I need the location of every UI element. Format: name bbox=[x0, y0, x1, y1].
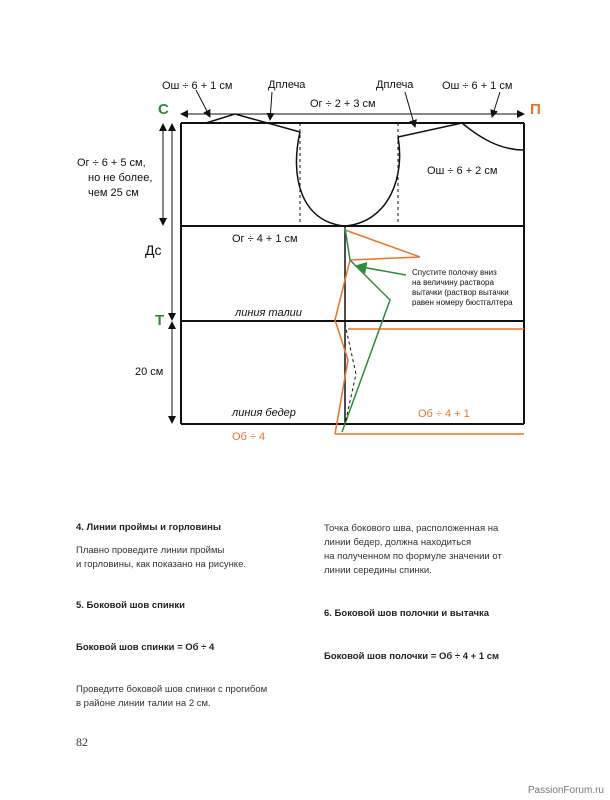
section-5-body-1: Проведите боковой шов спинки с прогибом bbox=[76, 684, 268, 695]
dart-note-4: равен номеру бюстгалтера bbox=[412, 298, 513, 307]
shoulder-left-arrow bbox=[270, 92, 272, 120]
label-shoulder-left: Дплеча bbox=[268, 79, 306, 91]
right-body-1: Точка бокового шва, расположенная на bbox=[324, 523, 499, 534]
section-6-formula: Боковой шов полочки = Об ÷ 4 + 1 см bbox=[324, 651, 500, 662]
label-chest-quarter: Ог ÷ 4 + 1 см bbox=[232, 233, 298, 245]
section-4-title: 4. Линии проймы и горловины bbox=[76, 522, 222, 533]
page-number: 82 bbox=[76, 735, 88, 749]
point-c: С bbox=[158, 101, 169, 118]
label-chest-half: Ог ÷ 2 + 3 см bbox=[310, 98, 376, 110]
armhole-guides bbox=[300, 123, 398, 226]
point-t: Т bbox=[155, 312, 165, 329]
armhole-curve bbox=[296, 132, 399, 226]
label-armhole-depth-3: чем 25 см bbox=[88, 187, 139, 199]
shoulder-width-right-arrow bbox=[492, 92, 500, 117]
section-5-formula: Боковой шов спинки = Об ÷ 4 bbox=[76, 642, 215, 653]
label-back-hip: Об ÷ 4 bbox=[232, 431, 266, 443]
dart-note-2: на величину раствора bbox=[412, 278, 494, 287]
section-4-body-2: и горловины, как показано на рисунке. bbox=[76, 559, 246, 570]
section-4-body-1: Плавно проведите линии проймы bbox=[76, 545, 225, 556]
right-body-4: линии середины спинки. bbox=[324, 565, 432, 576]
watermark: PassionForum.ru bbox=[527, 785, 604, 796]
label-back-length: Дс bbox=[145, 242, 162, 258]
label-armhole-depth-2: но не более, bbox=[88, 172, 153, 184]
label-hip-line: линия бедер bbox=[232, 407, 296, 419]
label-armhole-depth-1: Ог ÷ 6 + 5 см, bbox=[77, 157, 146, 169]
front-construction-orange bbox=[335, 230, 524, 434]
section-6-title: 6. Боковой шов полочки и вытачка bbox=[324, 608, 490, 619]
label-waist-line: линия талии bbox=[235, 307, 302, 319]
label-front-hip: Об ÷ 4 + 1 bbox=[418, 408, 470, 420]
label-shoulder-width-left: Ош ÷ 6 + 1 см bbox=[162, 80, 233, 92]
section-5-title: 5. Боковой шов спинки bbox=[76, 600, 186, 611]
front-shoulder-line bbox=[398, 123, 462, 137]
section-5-body-2: в районе линии талии на 2 см. bbox=[76, 698, 211, 709]
label-shoulder-right: Дплеча bbox=[376, 79, 414, 91]
label-shoulder-width-right: Ош ÷ 6 + 1 см bbox=[442, 80, 513, 92]
point-p: П bbox=[530, 101, 541, 118]
dart-note-3: вытачки (раствор вытачки bbox=[412, 288, 509, 297]
front-dart-orange bbox=[335, 230, 420, 434]
dimension-arrows bbox=[163, 90, 524, 423]
dart-note-1: Спустите полочку вниз bbox=[412, 268, 497, 277]
label-front-neck: Ош ÷ 6 + 2 см bbox=[427, 165, 498, 177]
front-neck-curve bbox=[462, 123, 524, 150]
label-hip-height: 20 см bbox=[135, 366, 164, 378]
shoulder-right-arrow bbox=[405, 92, 415, 127]
right-body-3: на полученном по формуле значении от bbox=[324, 551, 502, 562]
right-body-2: линии бедер, должна находиться bbox=[324, 537, 472, 548]
shoulder-width-left-arrow bbox=[196, 90, 210, 117]
